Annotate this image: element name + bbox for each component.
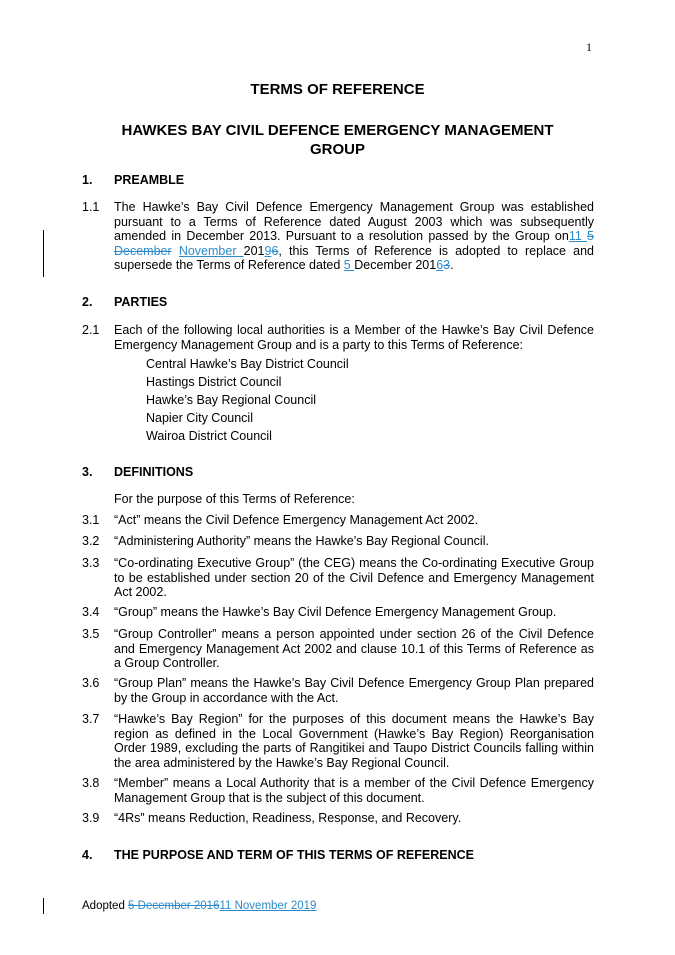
definition-item: 3.9 “4Rs” means Reduction, Readiness, Response, and Recovery. — [82, 811, 462, 825]
definition-item: 3.6 “Group Plan” means the Hawke’s Bay Civil Defence Emergency Group Plan prepared by the Group in accordance with the Act. — [82, 676, 594, 705]
section-heading-parties: 2. PARTIES — [82, 295, 168, 309]
definition-item: 3.1 “Act” means the Civil Defence Emergency Management Act 2002. — [82, 513, 479, 527]
section-heading-purpose: 4. THE PURPOSE AND TERM OF THIS TERMS OF REFERENCE — [82, 848, 474, 862]
definition-item: 3.8 “Member” means a Local Authority that is a member of the Civil Defence Emergency Management Group that is the subject of this document. — [82, 776, 594, 805]
definitions-intro: For the purpose of this Terms of Reference: — [114, 492, 355, 506]
tracked-insertion: 11 November 2019 — [219, 900, 317, 912]
definition-item: 3.7 “Hawke’s Bay Region” for the purposes of this document means the Hawke’s Bay region as defined in the Local Government (Hawke’s Bay Region) Reorganisation Order 1989, excluding the parts of Rangitikei and Taupo District Councils falling within the area administered by the Hawke’s Bay Regional Council. — [82, 712, 594, 770]
tracked-deletion: 6 — [271, 243, 279, 258]
section-heading-preamble: 1. PREAMBLE — [82, 173, 185, 187]
document-subtitle: HAWKES BAY CIVIL DEFENCE EMERGENCY MANAGEMENT GROUP — [121, 122, 554, 158]
change-bar — [43, 898, 44, 914]
change-bar — [43, 230, 44, 277]
definition-item: 3.5 “Group Controller” means a person appointed under section 26 of the Civil Defence and Emergency Management Act 2002 and clause 10.1 of this Terms of Reference as a Group Controller. — [82, 627, 594, 671]
clause-1-1: 1.1 The Hawke’s Bay Civil Defence Emergency Management Group was established pursuant to a Terms of Reference dated August 2003 which was subsequently amended in December 2013. Pursuant to a resolution passed by the Group on11 5 December November 20196, this Terms of Reference is adopted to replace and supersede the Terms of Reference dated 5 December 20163. — [82, 200, 594, 273]
tracked-insertion: 5 — [343, 258, 355, 273]
tracked-deletion: 5 December — [114, 229, 594, 258]
document-title: TERMS OF REFERENCE — [250, 81, 425, 98]
tracked-insertion: 9 — [264, 243, 272, 258]
tracked-deletion: 5 December 2016 — [128, 900, 220, 912]
definition-item: 3.4 “Group” means the Hawke’s Bay Civil Defence Emergency Management Group. — [82, 605, 557, 619]
tracked-insertion: November — [178, 243, 244, 258]
page-number: 1 — [586, 40, 592, 54]
member-list-item: Hawke’s Bay Regional Council — [146, 393, 316, 407]
definition-item: 3.2 “Administering Authority” means the Hawke’s Bay Regional Council. — [82, 534, 489, 548]
member-list-item: Hastings District Council — [146, 375, 282, 389]
member-list-item: Napier City Council — [146, 411, 253, 425]
tracked-insertion: 11 — [568, 229, 588, 244]
clause-2-1: 2.1 Each of the following local authorities is a Member of the Hawke’s Bay Civil Defence Emergency Management Group and is a party to this Terms of Reference: — [82, 323, 594, 352]
tracked-insertion: 6 — [436, 258, 444, 273]
tracked-deletion: 3 — [443, 258, 451, 273]
definition-item: 3.3 “Co-ordinating Executive Group” (the CEG) means the Co-ordinating Executive Group to be established under section 20 of the Civil Defence and Emergency Management Act 2002. — [82, 556, 594, 600]
member-list-item: Wairoa District Council — [146, 429, 272, 443]
footer-adopted: Adopted 5 December 201611 November 2019 — [82, 900, 317, 912]
section-heading-definitions: 3. DEFINITIONS — [82, 465, 194, 479]
member-list-item: Central Hawke’s Bay District Council — [146, 357, 349, 371]
